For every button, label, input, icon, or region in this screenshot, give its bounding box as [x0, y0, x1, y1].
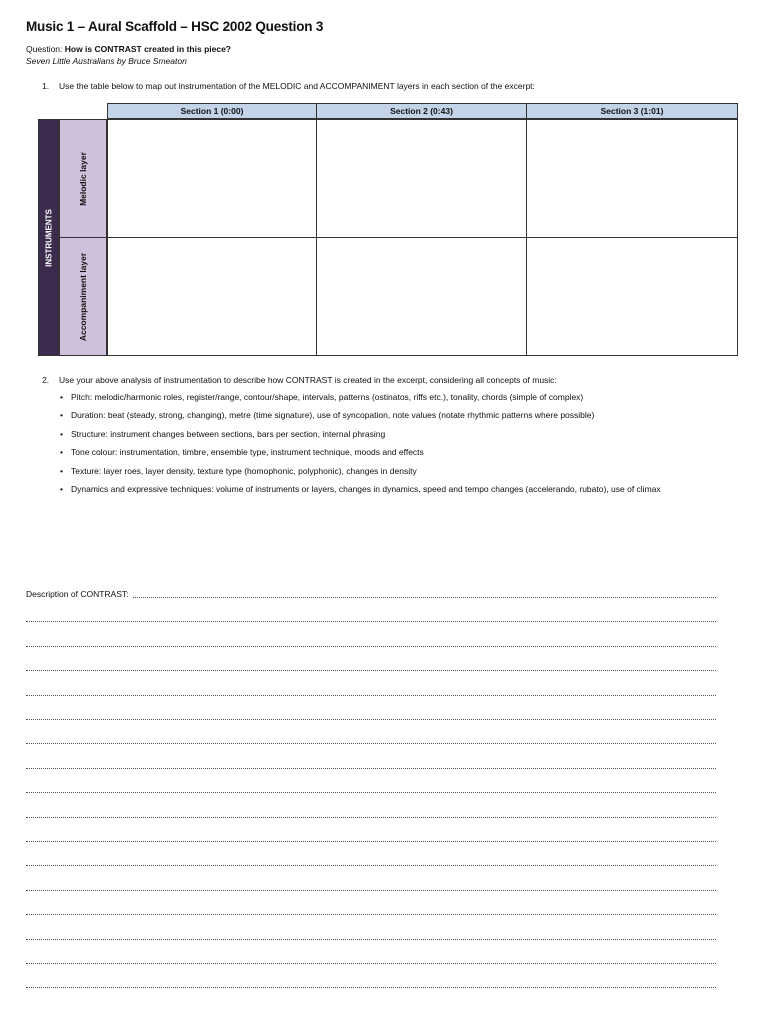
answer-line[interactable]: [26, 670, 716, 671]
question-2: [42, 375, 557, 385]
cell-melodic-section-3[interactable]: [526, 119, 738, 238]
answer-line[interactable]: [26, 914, 716, 915]
answer-line[interactable]: [26, 841, 716, 842]
piece-title: Seven Little Australians by Bruce Smeaton: [26, 56, 187, 66]
instrumentation-table: [38, 103, 738, 356]
cell-accompaniment-section-3[interactable]: [526, 237, 738, 356]
answer-line[interactable]: [26, 695, 716, 696]
concept-texture: • Texture: layer roes, layer density, texture type (homophonic, polyphonic), changes in density: [60, 466, 661, 484]
answer-line[interactable]: [26, 621, 716, 622]
column-header-section-3: Section 3 (1:01): [526, 103, 738, 119]
question-prefix: Question:: [26, 44, 65, 54]
question-1-number: 1.: [42, 81, 50, 91]
answer-line[interactable]: [26, 792, 716, 793]
answer-line[interactable]: [26, 817, 716, 818]
answer-line[interactable]: [26, 768, 716, 769]
concepts-list: [60, 392, 661, 502]
answer-line[interactable]: [26, 865, 716, 866]
concept-structure: • Structure: instrument changes between sections, bars per section, internal phrasing: [60, 429, 661, 447]
answer-line[interactable]: [26, 646, 716, 647]
question-text: How is CONTRAST created in this piece?: [64, 44, 232, 54]
concept-dynamics: • Dynamics and expressive techniques: volume of instruments or layers, changes in dynamics, speed and tempo changes (accelerando, rubato), use of climax: [60, 484, 661, 502]
row-header-accompaniment: [59, 237, 107, 356]
question-2-text: Use your above analysis of instrumentation to describe how CONTRAST is created in the excerpt, considering all concepts of music:: [59, 375, 557, 385]
cell-accompaniment-section-2[interactable]: [316, 237, 527, 356]
row-header-melodic: [59, 119, 107, 238]
page-title: Music 1 – Aural Scaffold – HSC 2002 Question 3: [26, 19, 324, 34]
column-header-section-1: Section 1 (0:00): [107, 103, 317, 119]
cell-melodic-section-1[interactable]: [107, 119, 317, 238]
answer-line[interactable]: [26, 743, 716, 744]
instruments-label-text: INSTRUMENTS: [44, 208, 53, 267]
answer-line[interactable]: [26, 719, 716, 720]
answer-line[interactable]: [133, 597, 716, 598]
answer-line[interactable]: [26, 987, 716, 988]
question-line: [26, 44, 231, 54]
description-label: Description of CONTRAST:: [26, 589, 129, 599]
answer-line[interactable]: [26, 890, 716, 891]
concept-pitch: • Pitch: melodic/harmonic roles, register/range, contour/shape, intervals, patterns (ostinatos, riffs etc.), tonality, chords (simple of complex): [60, 392, 661, 410]
question-1-text: Use the table below to map out instrumentation of the MELODIC and ACCOMPANIMENT layers in each section of the excerpt:: [59, 81, 535, 91]
column-header-section-2: Section 2 (0:43): [316, 103, 527, 119]
cell-melodic-section-2[interactable]: [316, 119, 527, 238]
melodic-layer-label: Melodic layer: [78, 151, 88, 206]
cell-accompaniment-section-1[interactable]: [107, 237, 317, 356]
question-2-number: 2.: [42, 375, 50, 385]
concept-duration: • Duration: beat (steady, strong, changing), metre (time signature), use of syncopation, note values (notate rhythmic patterns where possible): [60, 410, 661, 428]
question-1: [42, 81, 535, 91]
concept-tone-colour: • Tone colour: instrumentation, timbre, ensemble type, instrument technique, moods and effects: [60, 447, 661, 465]
instruments-group-label: [38, 119, 59, 356]
accompaniment-layer-label: Accompaniment layer: [78, 252, 88, 341]
answer-line[interactable]: [26, 939, 716, 940]
answer-line[interactable]: [26, 963, 716, 964]
